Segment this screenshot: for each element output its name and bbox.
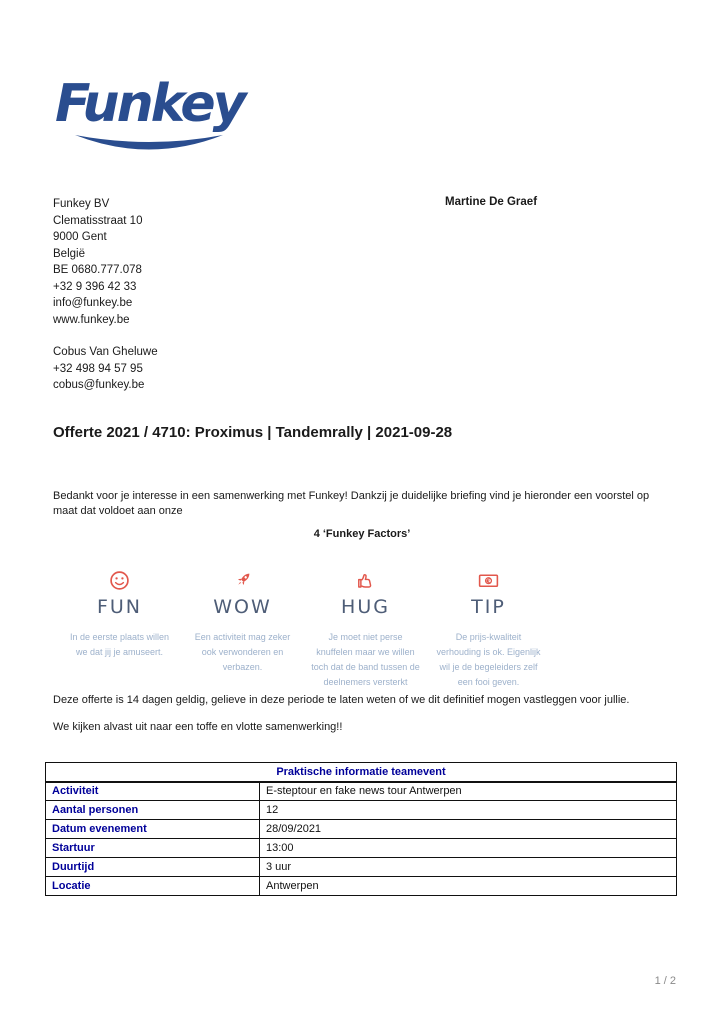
sender-company-name: Funkey BV <box>53 198 110 210</box>
row-label-startuur: Startuur <box>46 839 260 858</box>
factor-fun-description: In de eerste plaats willen we dat jij je amuseert. <box>69 632 170 657</box>
address-spacer <box>53 328 158 344</box>
validity-paragraph: Deze offerte is 14 dagen geldig, gelieve in deze periode te laten weten of we dit definitief mogen vastleggen voor jullie. <box>53 694 630 706</box>
sender-website: www.funkey.be <box>53 313 130 326</box>
factor-tip-label: TIP <box>471 596 506 618</box>
factor-tip <box>427 568 550 690</box>
offer-title: Offerte 2021 / 4710: Proximus | Tandemrally | 2021-09-28 <box>53 424 453 441</box>
factor-wow-label: WOW <box>213 596 272 618</box>
sender-email: info@funkey.be <box>53 297 133 309</box>
row-label-datum-evenement: Datum evenement <box>46 820 260 839</box>
row-label-activiteit: Activiteit <box>46 782 260 801</box>
row-label-duurtijd: Duurtijd <box>46 858 260 877</box>
sender-address-block <box>53 196 158 394</box>
funkey-factors-row <box>58 568 550 690</box>
sender-city: 9000 Gent <box>53 231 107 243</box>
row-value-startuur: 13:00 <box>260 839 677 858</box>
funkey-factors-heading: 4 ‘Funkey Factors’ <box>313 528 411 540</box>
table-row <box>46 877 677 896</box>
smiley-icon <box>58 568 181 592</box>
row-value-locatie: Antwerpen <box>260 877 677 896</box>
table-row <box>46 839 677 858</box>
thumbs-up-icon <box>304 568 427 592</box>
sender-vat-number: BE 0680.777.078 <box>53 264 142 276</box>
table-row <box>46 801 677 820</box>
row-value-datum-evenement: 28/09/2021 <box>260 820 677 839</box>
table-row <box>46 820 677 839</box>
factor-fun-label: FUN <box>96 596 143 618</box>
funkey-logo <box>55 74 255 158</box>
contact-person-phone: +32 498 94 57 95 <box>53 362 143 375</box>
factor-wow-description: Een activiteit mag zeker ook verwonderen en verbazen. <box>194 632 291 672</box>
banknote-icon <box>427 568 550 592</box>
row-value-activiteit: E-steptour en fake news tour Antwerpen <box>260 782 677 801</box>
factor-hug-label: HUG <box>341 596 390 618</box>
row-value-aantal-personen: 12 <box>260 801 677 820</box>
sender-country: België <box>53 247 85 260</box>
factor-fun <box>58 568 181 690</box>
intro-paragraph: Bedankt voor je interesse in een samenwerking met Funkey! Dankzij je duidelijke briefing vind je hieronder een voorstel op maat dat voldoet aan onze <box>53 490 650 517</box>
row-label-locatie: Locatie <box>46 877 260 896</box>
rocket-icon <box>181 568 304 592</box>
table-row <box>46 858 677 877</box>
sender-phone: +32 9 396 42 33 <box>53 280 137 293</box>
row-value-duurtijd: 3 uur <box>260 858 677 877</box>
funkey-logo-text: Funkey <box>55 74 244 134</box>
page-number: 1 / 2 <box>654 975 676 987</box>
factor-hug <box>304 568 427 690</box>
table-header-row <box>46 763 677 782</box>
practical-info-table <box>45 762 677 896</box>
table-row <box>46 782 677 801</box>
factor-hug-description: Je moet niet perse knuffelen maar we willen toch dat de band tussen de deelnemers versterkt <box>311 632 420 687</box>
smile-swoosh-icon <box>69 132 229 158</box>
contact-person-email: cobus@funkey.be <box>53 379 145 391</box>
factor-wow <box>181 568 304 690</box>
factor-tip-description: De prijs-kwaliteit verhouding is ok. Eigenlijk wil je de begeleiders zelf een fooi geven. <box>436 632 541 687</box>
recipient-name: Martine De Graef <box>445 196 538 208</box>
closing-paragraph: We kijken alvast uit naar een toffe en vlotte samenwerking!! <box>53 721 343 733</box>
sender-street: Clematisstraat 10 <box>53 214 143 227</box>
table-header: Praktische informatie teamevent <box>46 763 677 782</box>
row-label-aantal-personen: Aantal personen <box>46 801 260 820</box>
svg-text:€: € <box>486 577 491 585</box>
contact-person-name: Cobus Van Gheluwe <box>53 346 158 358</box>
